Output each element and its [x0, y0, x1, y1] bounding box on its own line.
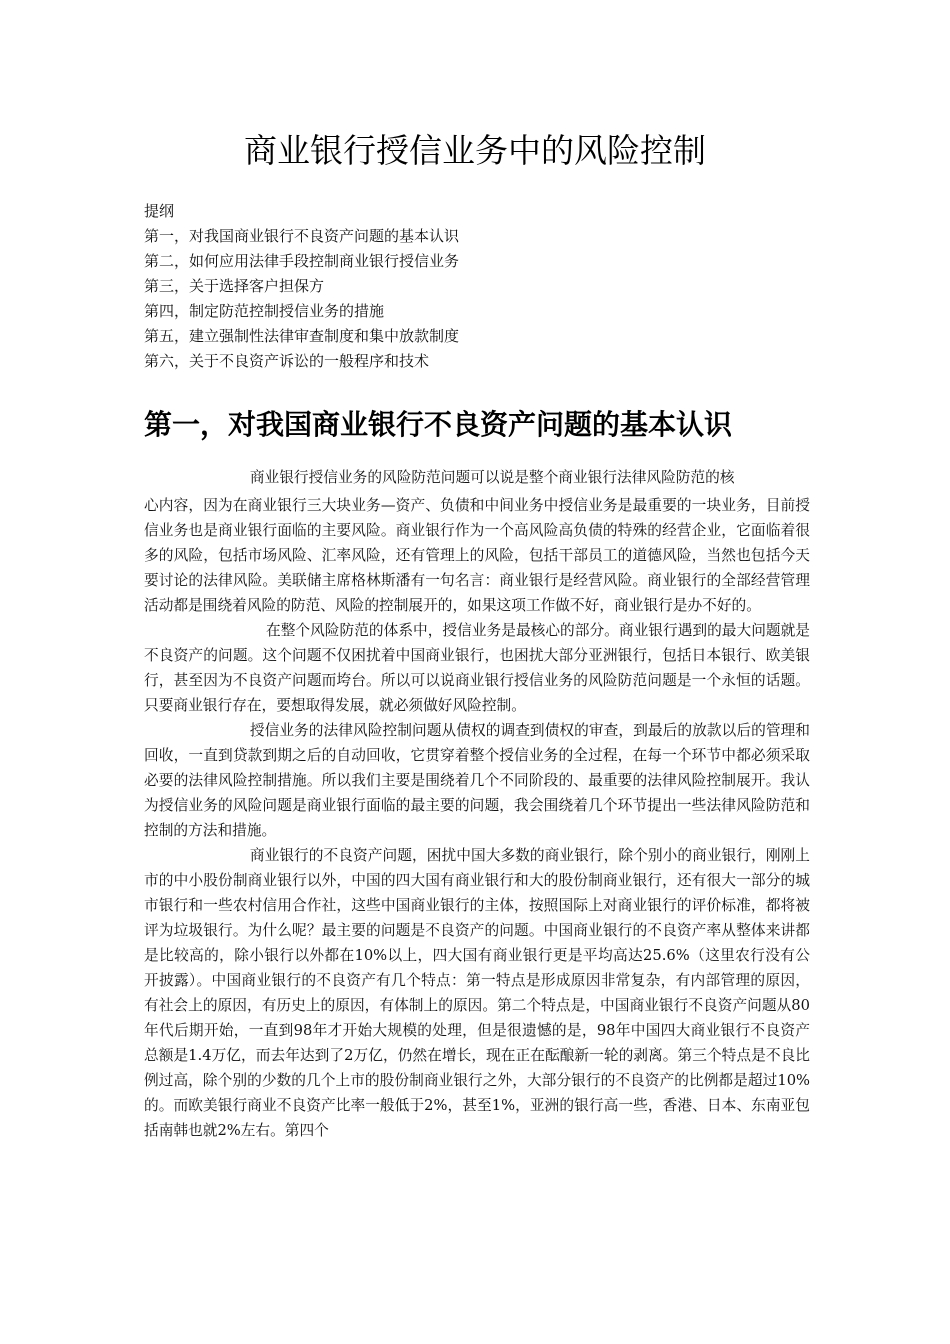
body-paragraph: 在整个风险防范的体系中，授信业务是最核心的部分。商业银行遇到的最大问题就是不良资产的问题。这个问题不仅困扰着中国商业银行，也困扰大部分亚洲银行，包括日本银行、欧美银行，甚至因为不良资产问题而垮台。所以可以说商业银行授信业务的风险防范问题是一个永恒的话题。只要商业银行存在，要想取得发展，就必须做好风险控制。 — [144, 622, 810, 714]
section-heading: 第一，对我国商业银行不良资产问题的基本认识 — [144, 408, 733, 441]
outline-item: 第三，关于选择客户担保方 — [144, 277, 325, 295]
body-paragraph: 商业银行的不良资产问题，困扰中国大多数的商业银行，除个别小的商业银行，刚刚上市的中小股份制商业银行以外，中国的四大国有商业银行和大的股份制商业银行，还有很大一部分的城市银行和一些农村信用合作社，这些中国商业银行的主体，按照国际上对商业银行的评价标准，都将被评为垃圾银行。为什么呢？最主要的问题是不良资产的问题。中国商业银行的不良资产率从整体来讲都是比较高的，除小银行以外都在10%以上，四大国有商业银行更是平均高达25.6%（这里农行没有公开披露）。中国商业银行的不良资产有几个特点：第一特点是形成原因非常复杂，有内部管理的原因，有社会上的原因，有历史上的原因，有体制上的原因。第二个特点是，中国商业银行不良资产问题从80年代后期开始，一直到98年才开始大规模的处理，但是很遗憾的是，98年中国四大商业银行不良资产总额是1.4万亿，而去年达到了2万亿，仍然在增长，现在正在酝酿新一轮的剥离。第三个特点是不良比例过高，除个别的少数的几个上市的股份制商业银行之外，大部分银行的不良资产的比例都是超过10%的。而欧美银行商业不良资产比率一般低于2%，甚至1%，亚洲的银行高一些，香港、日本、东南亚包括南韩也就2%左右。第四个 — [144, 847, 810, 1139]
outline-label: 提纲 — [144, 202, 175, 220]
body-paragraph — [144, 463, 810, 618]
body-paragraph: 授信业务的法律风险控制问题从债权的调查到债权的审查，到最后的放款以后的管理和回收，一直到贷款到期之后的自动回收，它贯穿着整个授信业务的全过程，在每一个环节中都必须采取必要的法律风险控制措施。所以我们主要是围绕着几个不同阶段的、最重要的法律风险控制展开。我认为授信业务的风险问题是商业银行面临的最主要的问题，我会围绕着几个环节提出一些法律风险防范和控制的方法和措施。 — [144, 722, 810, 839]
section-body — [144, 463, 810, 1143]
paragraph-first-line: 商业银行授信业务的风险防范问题可以说是整个商业银行法律风险防范的核 — [249, 469, 735, 486]
outline-item: 第一，对我国商业银行不良资产问题的基本认识 — [144, 227, 460, 245]
outline-item: 第四，制定防范控制授信业务的措施 — [144, 302, 385, 320]
outline-item: 第五，建立强制性法律审查制度和集中放款制度 — [144, 327, 460, 345]
paragraph-continuation: 心内容，因为在商业银行三大块业务—资产、负债和中间业务中授信业务是最重要的一块业务，目前授信业务也是商业银行面临的主要风险。商业银行作为一个高风险高负债的特殊的经营企业，它面临着很多的风险，包括市场风险、汇率风险，还有管理上的风险，包括干部员工的道德风险，当然也包括今天要讨论的法律风险。美联储主席格林斯潘有一句名言：商业银行是经营风险。商业银行的全部经营管理活动都是围绕着风险的防范、风险的控制展开的，如果这项工作做不好，商业银行是办不好的。 — [144, 497, 810, 614]
document-title: 商业银行授信业务中的风险控制 — [244, 131, 706, 170]
outline — [144, 199, 824, 374]
outline-item: 第六，关于不良资产诉讼的一般程序和技术 — [144, 352, 430, 370]
outline-item: 第二，如何应用法律手段控制商业银行授信业务 — [144, 252, 460, 270]
